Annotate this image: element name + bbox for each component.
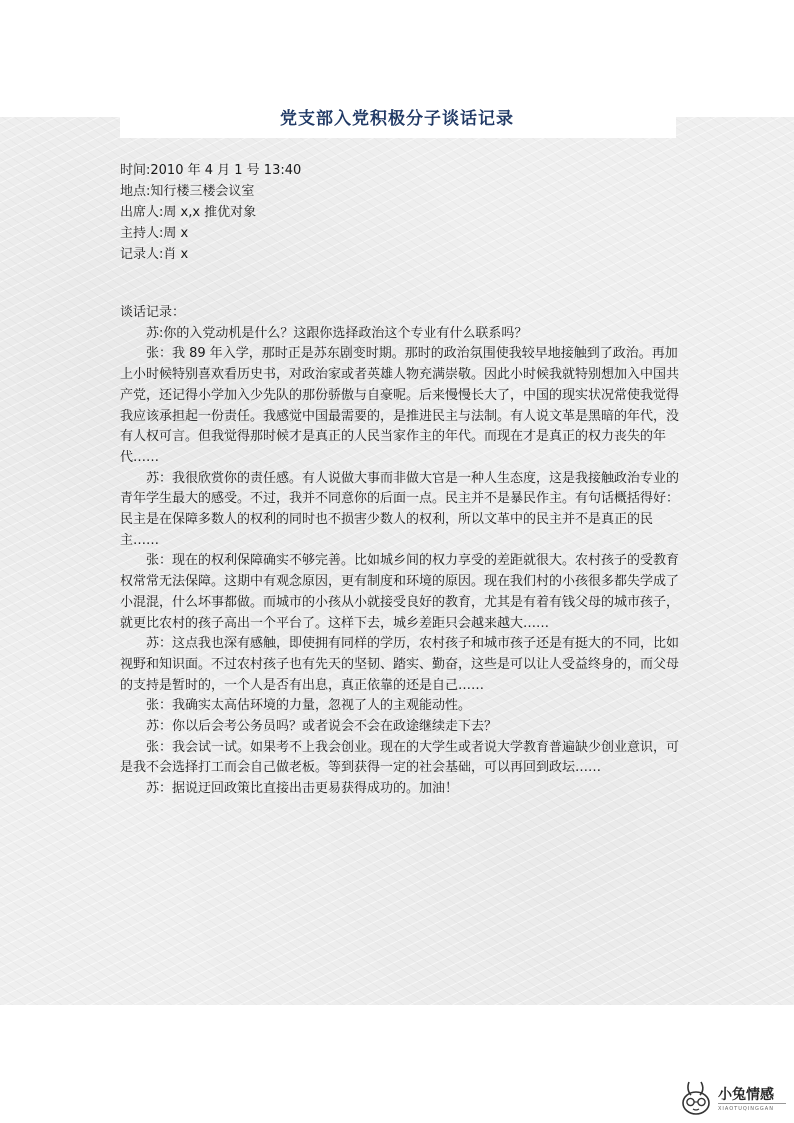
paragraph: 苏：你以后会考公务员吗？或者说会不会在政途继续走下去？ bbox=[146, 719, 498, 735]
document-title: 党支部入党积极分子谈话记录 bbox=[280, 109, 514, 129]
meta-attendees: 出席人:周 x,x 推优对象 bbox=[120, 205, 257, 220]
paragraph: 张：我确实太高估环境的力量，忽视了人的主观能动性。 bbox=[146, 698, 472, 714]
meta-time: 时间:2010 年 4 月 1 号 13:40 bbox=[120, 163, 302, 178]
meta-place: 地点:知行楼三楼会议室 bbox=[120, 184, 255, 199]
meta-block bbox=[120, 160, 680, 265]
meta-recorder: 记录人:肖 x bbox=[120, 247, 189, 262]
conversation-record bbox=[120, 303, 680, 800]
watermark-subtitle: XIAOTUQINGGAN bbox=[718, 1106, 774, 1112]
paragraph: 张：我会试一试。如果考不上我会创业。现在的大学生或者说大学教育普遍缺少创业意识，可是我不会选择打工而会自己做老板。等到获得一定的社会基础，可以再回到政坛…… bbox=[120, 739, 680, 776]
paragraph: 苏:你的入党动机是什么？这跟你选择政治这个专业有什么联系吗？ bbox=[146, 325, 528, 341]
paragraph: 苏：我很欣赏你的责任感。有人说做大事而非做大官是一种人生态度，这是我接触政治专业的青年学生最大的感受。不过，我并不同意你的后面一点。民主并不是暴民作主。有句话概括得好：民主是在保障多数人的权利的同时也不损害少数人的权利，所以文革中的民主并不是真正的民主…… bbox=[120, 470, 680, 548]
record-label: 谈话记录： bbox=[120, 305, 186, 320]
watermark-logo bbox=[678, 1078, 788, 1118]
meta-host: 主持人:周 x bbox=[120, 226, 189, 241]
watermark-rule bbox=[718, 1103, 786, 1104]
paragraph: 苏：据说迂回政策比直接出击更易获得成功的。加油！ bbox=[146, 781, 459, 797]
watermark-name: 小兔情感 bbox=[718, 1087, 774, 1103]
paragraph: 张：我 89 年入学，那时正是苏东剧变时期。那时的政治氛围使我较早地接触到了政治。再加上小时候特别喜欢看历史书，对政治家或者英雄人物充满崇敬。因此小时候我就特别想加入中国共产党，还记得小学加入少先队的那份骄傲与自豪呢。后来慢慢长大了，中国的现实状况常使我觉得我应该承担起一份责任。我感觉中国最需要的，是推进民主与法制。有人说文革是黑暗的年代，没有人权可言。但我觉得那时候才是真正的人民当家作主的年代。而现在才是真正的权力丧失的年代…… bbox=[120, 346, 680, 465]
paragraph: 张：现在的权利保障确实不够完善。比如城乡间的权力享受的差距就很大。农村孩子的受教育权常常无法保障。这期中有观念原因，更有制度和环境的原因。现在我们村的小孩很多都失学成了小混混，什么坏事都做。而城市的小孩从小就接受良好的教育，尤其是有着有钱父母的城市孩子，就更比农村的孩子高出一个平台了。这样下去，城乡差距只会越来越大…… bbox=[120, 553, 680, 631]
paragraph: 苏：这点我也深有感触，即使拥有同样的学历，农村孩子和城市孩子还是有挺大的不同，比如视野和知识面。不过农村孩子也有先天的坚韧、踏实、勤奋，这些是可以让人受益终身的，而父母的支持是暂时的，一个人是否有出息，真正依靠的还是自己…… bbox=[120, 636, 680, 693]
rabbit-glasses-icon bbox=[678, 1079, 714, 1117]
